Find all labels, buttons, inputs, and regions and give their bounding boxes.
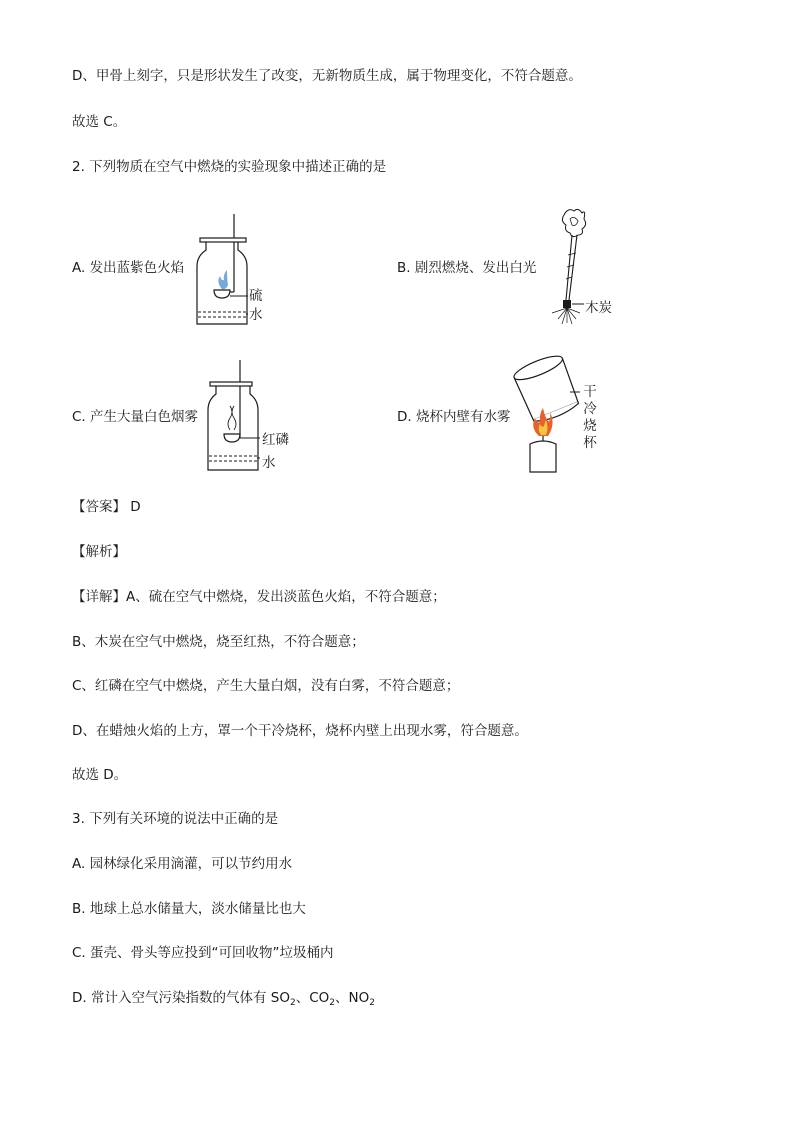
q3-option-b: B. 地球上总水储量大，淡水储量比也大 — [72, 901, 306, 917]
subscript: 2 — [369, 998, 375, 1008]
option-a: A. 发出蓝紫色火焰 — [72, 260, 185, 276]
dry-cold-beaker-char: 烧 — [583, 418, 597, 434]
option-c: C. 产生大量白色烟雾 — [72, 409, 199, 425]
conclusion: 故选 D。 — [72, 767, 128, 783]
detail-a — [72, 588, 446, 606]
q3-option-c: C. 蛋壳、骨头等应投到“可回收物”垃圾桶内 — [72, 945, 334, 961]
q3-option-a: A. 园林绿化采用滴灌，可以节约用水 — [72, 856, 293, 872]
detail-c: C、红磷在空气中燃烧，产生大量白烟，没有白雾，不符合题意； — [72, 678, 460, 694]
dry-cold-beaker-char: 杯 — [583, 435, 597, 451]
candle-beaker-figure — [510, 352, 590, 477]
q3-option-d — [72, 989, 375, 1007]
dry-cold-beaker-char: 干 — [583, 384, 597, 400]
water-label: 水 — [249, 307, 263, 323]
answer-tag: 【答案】 — [72, 499, 126, 515]
detail-b: B、木炭在空气中燃烧，烧至红热，不符合题意； — [72, 634, 365, 650]
sulfur-label: 硫 — [249, 288, 263, 304]
detail-a-text: A、硫在空气中燃烧，发出淡蓝色火焰，不符合题意； — [126, 589, 446, 605]
phosphorus-jar-figure — [204, 358, 294, 476]
sulfur-jar-figure — [190, 210, 280, 330]
water-label: 水 — [262, 455, 276, 471]
q3-d-text: 、CO — [295, 990, 330, 1006]
detail-tag: 【详解】 — [72, 589, 126, 605]
subscript: 2 — [289, 998, 296, 1008]
question-2: 2. 下列物质在空气中燃烧的实验现象中描述正确的是 — [72, 159, 387, 175]
option-d: D. 烧杯内壁有水雾 — [397, 409, 511, 425]
charcoal-label: 木炭 — [585, 300, 612, 316]
detail-d: D、在蜡烛火焰的上方，罩一个干冷烧杯，烧杯内壁上出现水雾，符合题意。 — [72, 723, 528, 739]
text-line: 故选 C。 — [72, 114, 127, 130]
answer-value: D — [130, 499, 141, 515]
option-b: B. 剧烈燃烧、发出白光 — [397, 260, 537, 276]
q3-d-text: D. 常计入空气污染指数的气体有 SO — [72, 990, 290, 1006]
red-phosphorus-label: 红磷 — [262, 432, 289, 448]
q3-d-text: 、NO — [335, 990, 370, 1006]
dry-cold-beaker-char: 冷 — [583, 401, 597, 417]
question-3: 3. 下列有关环境的说法中正确的是 — [72, 811, 279, 827]
text-line: D、甲骨上刻字，只是形状发生了改变，无新物质生成，属于物理变化，不符合题意。 — [72, 68, 582, 84]
answer-line — [72, 498, 141, 516]
analysis-tag: 【解析】 — [72, 544, 126, 560]
subscript: 2 — [329, 998, 335, 1008]
